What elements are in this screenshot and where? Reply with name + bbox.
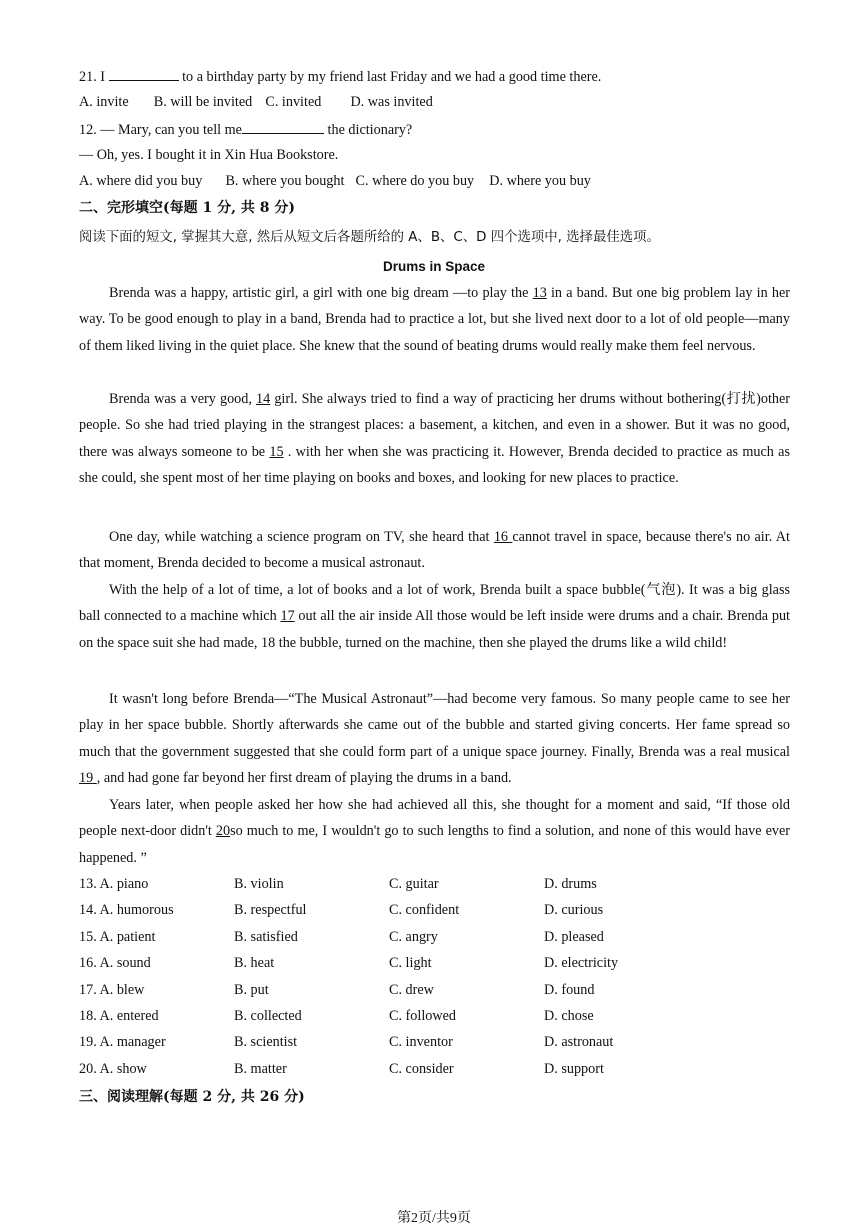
option-a: A. invite — [79, 94, 129, 110]
blank-17: 17 — [280, 608, 295, 625]
question-21-text: to a birthday party by my friend last Friday and we had a good time there. — [178, 69, 602, 85]
page-number: 第2页/共9页 — [397, 1211, 471, 1226]
question-12 — [79, 119, 790, 139]
paragraph-6: Years later, when people asked her how she had achieved all this, she thought for a moment and said, “If those old people next-door didn't 20so much to me, I wouldn't go to such lengths to find a solution, and none of this would have ever happened. ” — [79, 797, 790, 866]
option-row: 13. A. piano B. violin C. guitar D. drums — [79, 876, 597, 892]
blank-19: 19 — [79, 770, 97, 787]
option-a: A. where did you buy — [79, 173, 203, 189]
paragraph-5: It wasn't long before Brenda—“The Musical Astronaut”—had become very famous. So many people came to see her play in her space bubble. Shortly afterwards she came out of the bubble and started giving concerts. Her fame spread so much that the government suggested that she could form part of a unique space journey. Finally, Brenda was a real musical 19 , and had gone far beyond her first dream of playing the drums in a band. — [79, 691, 790, 787]
option-row: 19. A. manager B. scientist C. inventor D. astronaut — [79, 1034, 614, 1051]
option-row: 16. A. sound B. heat C. light D. electricity — [79, 955, 619, 972]
option-c: C. where do you buy — [355, 173, 475, 189]
option-d: D. where you buy — [489, 173, 591, 189]
blank-16: 16 — [493, 529, 513, 545]
option-row: 20. A. show B. matter C. consider D. support — [79, 1060, 604, 1077]
question-21-number: 21. I — [79, 69, 106, 85]
cloze-options — [79, 871, 790, 1082]
section-2-heading: 二、完形填空(每题 1 分, 共 8 分) — [79, 200, 295, 216]
option-row: 18. A. entered B. collected C. followed D. chose — [79, 1007, 594, 1024]
question-21 — [79, 66, 790, 86]
option-b: B. will be invited — [153, 94, 253, 110]
option-row: 15. A. patient B. satisfied C. angry D. pleased — [79, 928, 604, 945]
section-2-instruction: 阅读下面的短文, 掌握其大意, 然后从短文后各题所给的 A、B、C、D 四个选项中, 选择最佳选项。 — [79, 230, 660, 245]
blank-14: 14 — [256, 391, 271, 407]
passage-title: Drums in Space — [382, 259, 486, 274]
paragraph-3: One day, while watching a science program on TV, she heard that 16 cannot travel in space, because there's no air. At that moment, Brenda decided to become a musical astronaut. — [79, 529, 790, 572]
paragraph-4: With the help of a lot of time, a lot of books and a lot of work, Brenda built a space bubble(气泡). It was a big glass ball connected to a machine which 17 out all the air inside All those would be left inside were drums and a chair. Brenda put on the space suit she had made, 18 the bubble, turned on the machine, then she played the drums like a wild child! — [79, 582, 790, 651]
option-c: C. invited — [265, 94, 322, 110]
question-12-rest: the dictionary? — [323, 122, 413, 138]
blank-15: 15 — [269, 443, 284, 460]
question-12-answer: — Oh, yes. I bought it in Xin Hua Bookstore. — [79, 147, 339, 163]
option-b: B. where you bought — [225, 173, 345, 189]
paragraph-2: Brenda was a very good, 14 girl. She always tried to find a way of practicing her drums without bothering(打扰)other people. So she had tried playing in the strangest places: a basement, a kitchen, and even in a shower. But it was no good, there was always someone to be 15 . with her when she was practicing it. However, Brenda decided to practice as much as she could, she spent most of her time playing on books and boxes, and looking for new places to practice. — [79, 391, 790, 487]
answer-blank — [109, 66, 179, 81]
option-row: 17. A. blew B. put C. drew D. found — [79, 981, 595, 998]
option-row: 14. A. humorous B. respectful C. confident D. curious — [79, 902, 604, 919]
question-12-text: 12. — Mary, can you tell me — [79, 122, 242, 138]
blank-20: 20 — [215, 823, 231, 840]
option-d: D. was invited — [350, 94, 433, 110]
paragraph-1: Brenda was a happy, artistic girl, a girl with one big dream —to play the 13 in a band. But one big problem lay in her way. To be good enough to play in a band, Brenda had to practice a lot, but she lived next door to a lot of old people—many of them liked living in the quiet place. She knew that the sound of beating drums would really make them feel nervous. — [79, 285, 791, 354]
answer-blank — [242, 119, 324, 134]
question-12-options — [79, 172, 790, 190]
blank-13: 13 — [532, 285, 547, 301]
question-21-options — [79, 93, 790, 111]
section-3-heading: 三、阅读理解(每题 2 分, 共 26 分) — [79, 1089, 305, 1105]
